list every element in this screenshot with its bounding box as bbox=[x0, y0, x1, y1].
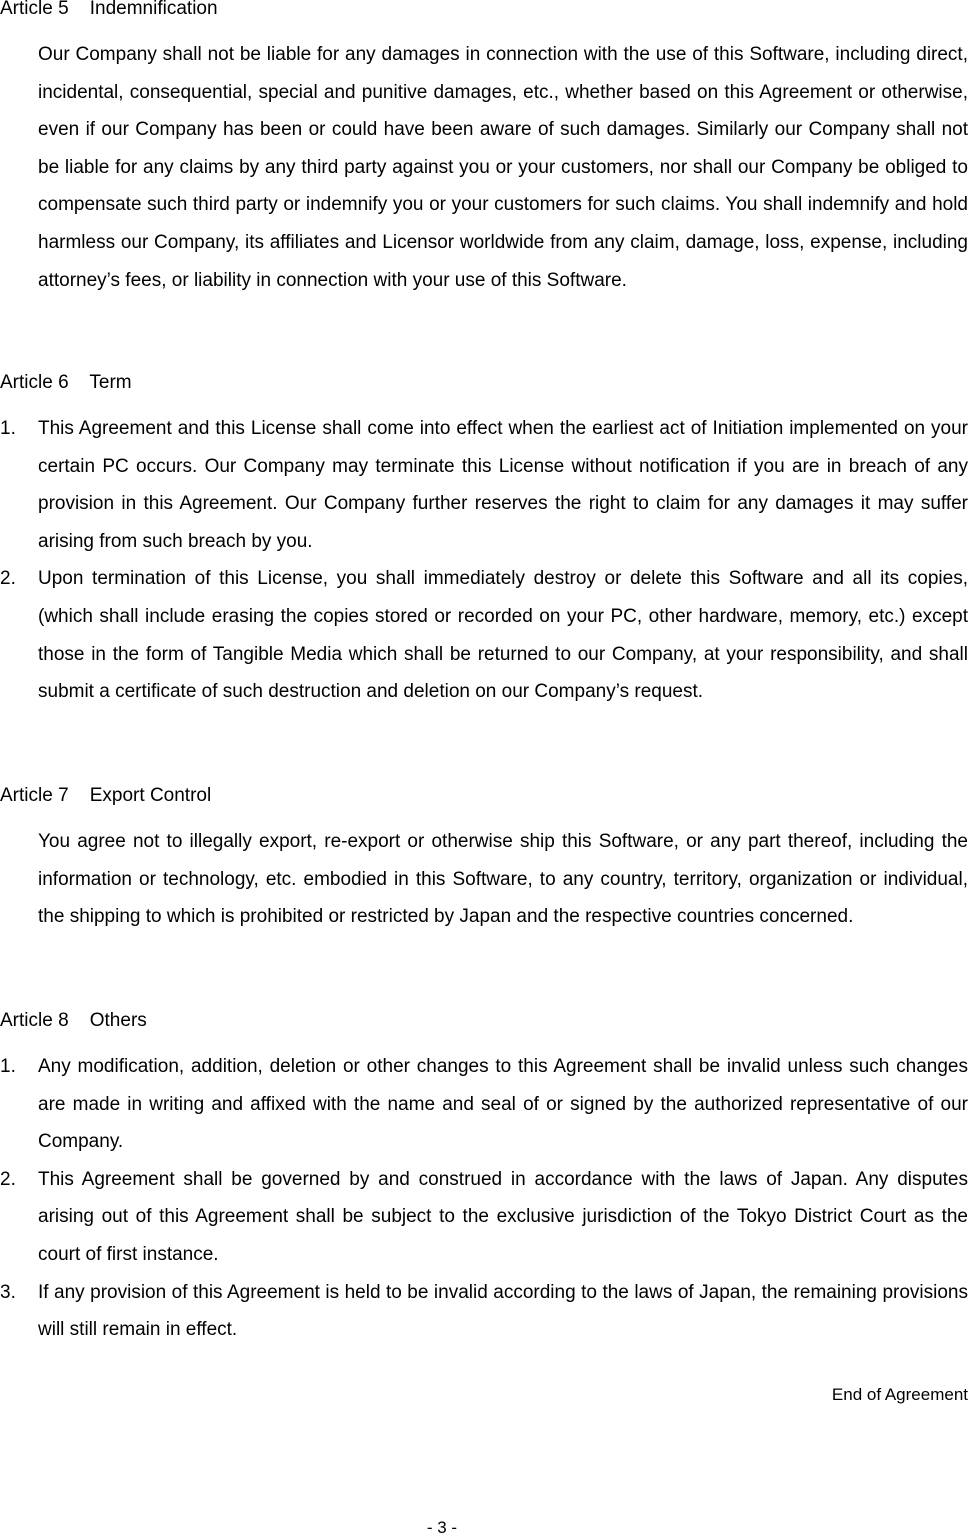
item-text: Any modification, addition, deletion or other changes to this Agreement shall be invalid unless such changes are made in writing and affixed with the name and seal of or signed by the authorized representative of our Company. bbox=[38, 1056, 968, 1153]
article-heading: Article 6 Term bbox=[0, 372, 132, 393]
article-heading: Article 7 Export Control bbox=[0, 785, 212, 806]
item-text: If any provision of this Agreement is held to be invalid according to the laws of Japan, the remaining provisions will still remain in effect. bbox=[38, 1281, 968, 1341]
item-number: 1. bbox=[0, 418, 16, 439]
list-item bbox=[0, 560, 968, 710]
article-body: You agree not to illegally export, re-export or otherwise ship this Software, or any part thereof, including the information or technology, etc. embodied in this Software, to any country, territory, organization or individual, the shipping to which is prohibited or restricted by Japan and the respective countries concerned. bbox=[38, 831, 968, 928]
item-number: 2. bbox=[0, 568, 16, 590]
list-item bbox=[0, 1048, 968, 1161]
article-6 bbox=[0, 373, 968, 711]
list-item bbox=[0, 410, 968, 560]
article-body: Our Company shall not be liable for any damages in connection with the use of this Software, including direct, incidental, consequential, special and punitive damages, etc., whether based on this Agreement or otherwise, even if our Company has been or could have been aware of such damages. Similarly our Company shall not be liable for any claims by any third party against you or your customers, nor shall our Company be obliged to compensate such third party or indemnify you or your customers for such claims. You shall indemnify and hold harmless our Company, its affiliates and Licensor worldwide from any claim, damage, loss, expense, including attorney’s fees, or liability in connection with your use of this Software. bbox=[38, 44, 968, 291]
item-text: This Agreement shall be governed by and construed in accordance with the laws of Japan. Any disputes arising out of this Agreement shall be subject to the exclusive jurisdiction of the Tokyo District Court as the court of first instance. bbox=[38, 1168, 968, 1265]
end-of-agreement-label: End of Agreement bbox=[831, 1385, 968, 1404]
article-heading: Article 5 Indemnification bbox=[0, 0, 218, 19]
page-number: - 3 - bbox=[426, 1518, 458, 1537]
item-text: Upon termination of this License, you shall immediately destroy or delete this Software and all its copies, (which shall include erasing the copies stored or recorded on your PC, other hardware, memory, etc.) except those in the form of Tangible Media which shall be returned to our Company, at your responsibility, and shall submit a certificate of such destruction and deletion on our Company’s request. bbox=[38, 568, 968, 703]
item-number: 1. bbox=[0, 1056, 16, 1077]
list-item bbox=[0, 1161, 968, 1274]
article-8 bbox=[0, 1011, 968, 1349]
item-text: This Agreement and this License shall come into effect when the earliest act of Initiation implemented on your certain PC occurs. Our Company may terminate this License without notification if you are in breach of any provision in this Agreement. Our Company further reserves the right to claim for any damages it may suffer arising from such breach by you. bbox=[38, 418, 968, 552]
item-number: 3. bbox=[0, 1281, 16, 1303]
article-7 bbox=[0, 786, 968, 936]
list-item bbox=[0, 1274, 968, 1349]
article-heading: Article 8 Others bbox=[0, 1010, 147, 1031]
item-number: 2. bbox=[0, 1168, 16, 1190]
article-5 bbox=[0, 0, 968, 299]
